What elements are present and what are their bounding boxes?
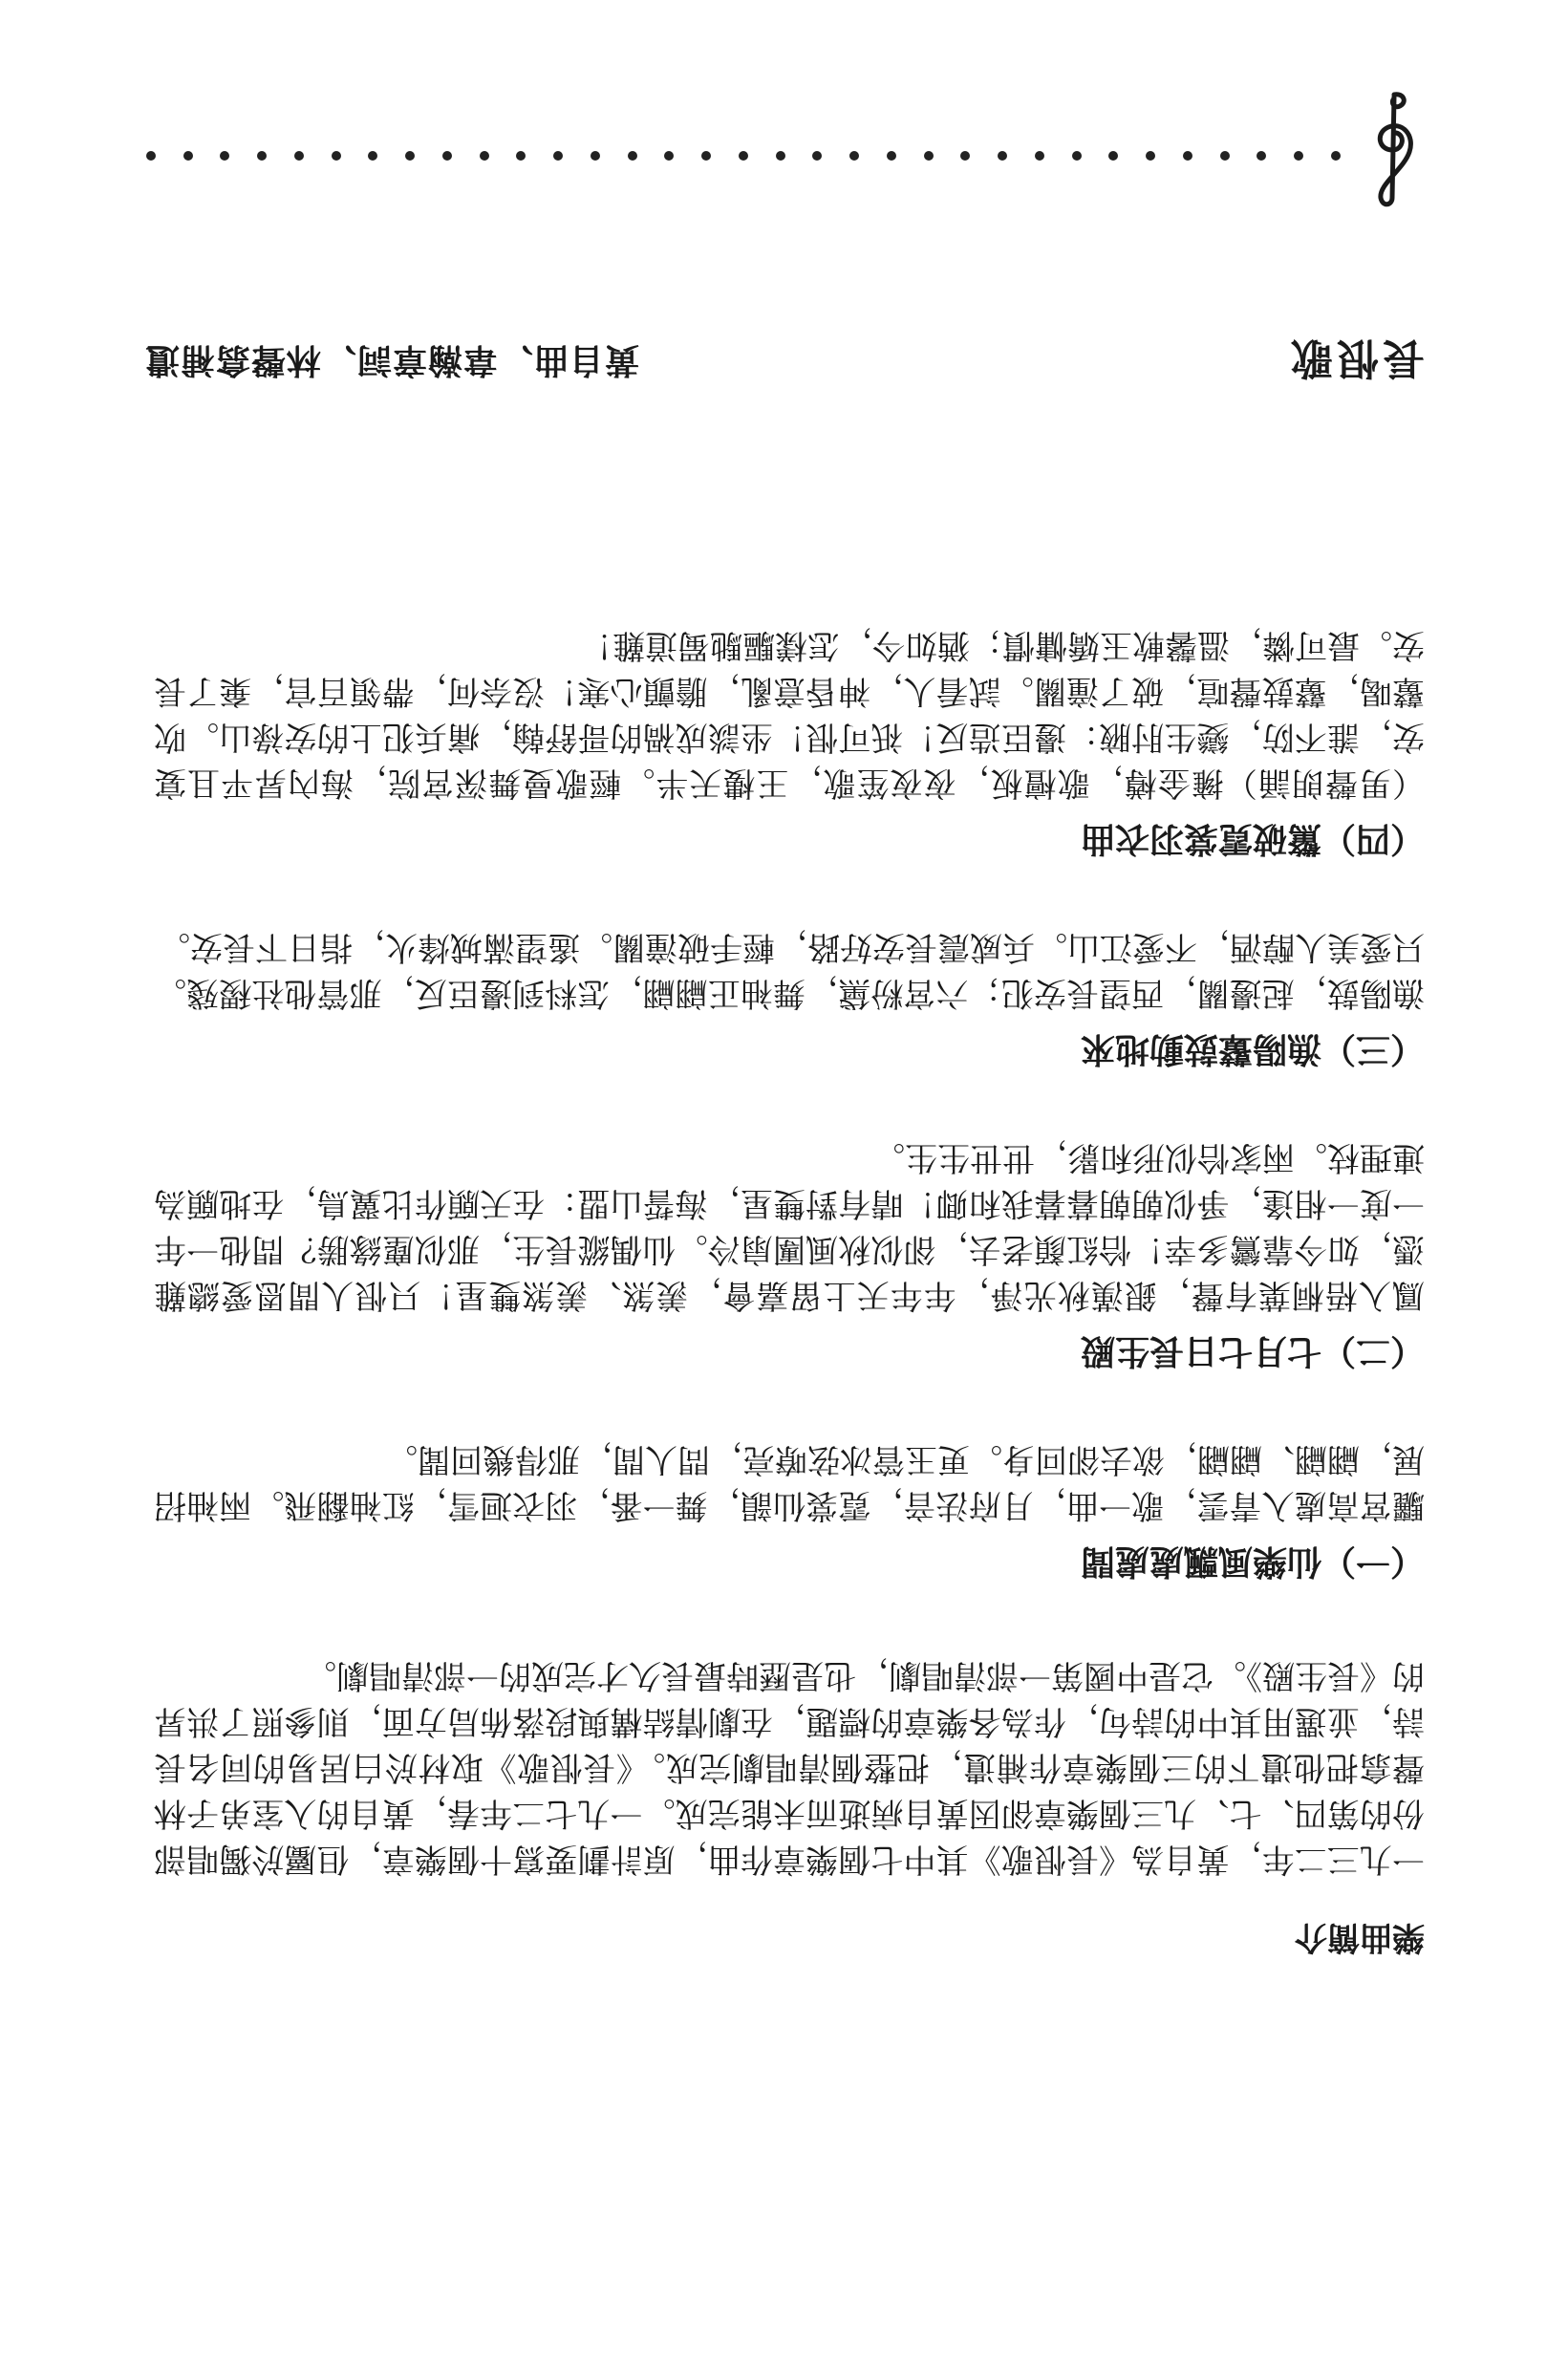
rule-dot bbox=[998, 151, 1007, 161]
rule-dot bbox=[1331, 151, 1341, 161]
section-lyrics: （男聲朗誦）擁金樽，歌檀板，夜夜笙歌，王樓天半。輕歌曼舞深宮院，海內昇平且宴安，誰不防，變生肘腋：邊臣造反！祇可恨！坐談成禍的哥舒翰，痛兵犯上的安祿山。吹鼙喝，鼙鼓聲喧，破了潼關。試看人，神昏意亂，膽顫心寒！沒奈何，帶領百官，棄了長安。最可憐，溫馨軟玉嬌慵慣；猶如今，怎樣驅馳蜀道難！ bbox=[154, 626, 1425, 802]
rule-dot bbox=[1257, 151, 1267, 161]
section-lyrics: 鳳入梧桐葉有聲，銀漢秋光淨，年年天上留嘉會，羨煞、羨煞雙星！只恨人間恩愛總難憑，如今靠鸞多幸！恰紅顏老去，卻似秋風團扇冷。仙偶縱長生，那似塵緣勝？問他一年一度一相逢，爭似朝朝暮暮我和卿！晴有對雙星，海誓山盟：在天願作比翼鳥，在地願為連理枝。兩家恰似形和影，世世生生。 bbox=[154, 1138, 1425, 1314]
lyrics-section-4 bbox=[154, 622, 1425, 861]
rule-dot bbox=[1183, 151, 1192, 161]
rule-dot bbox=[332, 151, 341, 161]
section-heading: （四）驚破霓裳羽衣曲 bbox=[1080, 819, 1425, 858]
page-header bbox=[144, 87, 1425, 211]
rule-dot bbox=[701, 151, 711, 161]
rule-dot bbox=[517, 151, 526, 161]
rule-dot bbox=[1294, 151, 1303, 161]
section-heading: （一）仙樂風飄處處聞 bbox=[1080, 1541, 1425, 1581]
rule-dot bbox=[739, 151, 748, 161]
rule-dot bbox=[776, 151, 785, 161]
rule-dot bbox=[183, 151, 193, 161]
rule-dot bbox=[480, 151, 489, 161]
lyrics-section-1 bbox=[154, 1436, 1425, 1584]
rule-dot bbox=[405, 151, 415, 161]
rule-dot bbox=[1035, 151, 1044, 161]
rule-dot bbox=[257, 151, 267, 161]
rule-dot bbox=[1072, 151, 1082, 161]
rule-dot bbox=[553, 151, 563, 161]
rule-dot bbox=[369, 151, 378, 161]
rule-dot bbox=[591, 151, 600, 161]
rule-dot bbox=[961, 151, 971, 161]
lyrics-section-2 bbox=[154, 1134, 1425, 1373]
rule-dot bbox=[1146, 151, 1155, 161]
rule-dot bbox=[442, 151, 452, 161]
lyrics-section-3 bbox=[154, 924, 1425, 1071]
section-lyrics: 驪宮高處入青雲，歌一曲，月府法音，霓裳仙韻，舞一番，羽衣迴雪，紅袖翻飛。兩袖招展，翩翩、翩翩，欲去卻回身。更玉管冰弦嘹亮，問人間，那得幾回聞。 bbox=[154, 1440, 1425, 1524]
rule-dot bbox=[1109, 151, 1119, 161]
rule-dot bbox=[294, 151, 304, 161]
credits: 黃自曲、韋瀚章詞、林聲翕補遺 bbox=[144, 340, 640, 379]
section-heading: （二）七月七日長生殿 bbox=[1080, 1331, 1425, 1370]
rule-dot bbox=[628, 151, 637, 161]
section-lyrics: 漁陽鼓，起邊關，西望長安犯；六宮粉黛，舞袖正翩翩，怎料到邊臣反，那管他社稷殘。只愛美人醇酒，不愛江山。兵威震長安好路，輕手破潼關。遙望滿城烽火，指日下長安。 bbox=[154, 928, 1425, 1012]
rule-dot bbox=[665, 151, 675, 161]
intro-heading: 樂曲簡介 bbox=[1295, 1918, 1425, 1956]
rule-dot bbox=[221, 151, 230, 161]
section-heading: （三）漁陽鼙鼓動地來 bbox=[1080, 1029, 1425, 1068]
page-content bbox=[154, 431, 1425, 1960]
rule-dot bbox=[887, 151, 896, 161]
song-title: 長恨歌 bbox=[1287, 334, 1425, 382]
dotted-rule bbox=[146, 146, 1341, 165]
rule-dot bbox=[849, 151, 859, 161]
title-row bbox=[144, 335, 1425, 393]
rule-dot bbox=[924, 151, 934, 161]
rule-dot bbox=[1220, 151, 1230, 161]
rule-dot bbox=[813, 151, 823, 161]
rule-dot bbox=[146, 151, 156, 161]
intro-paragraph: 一九三二年，黃自為《長恨歌》其中七個樂章作曲，原計劃要寫十個樂章，但屬於獨唱部份的第四、七、九三個樂章卻因黃自病逝而未能完成。一九七二年春，黃自的入室弟子林聲翕把他遺下的三個樂章作補遺，把整個清唱劇完成。《長恨歌》取材於白居易的同名長詩，並選用其中的詩句，作為各樂章的標題，在劇情結構與段落佈局方面，則參照了洪昇的《長生殿》。它是中國第一部清唱劇，也是歷時最長久才完成的一部清唱劇。 bbox=[154, 1656, 1425, 1878]
treble-clef-icon bbox=[1367, 87, 1425, 211]
